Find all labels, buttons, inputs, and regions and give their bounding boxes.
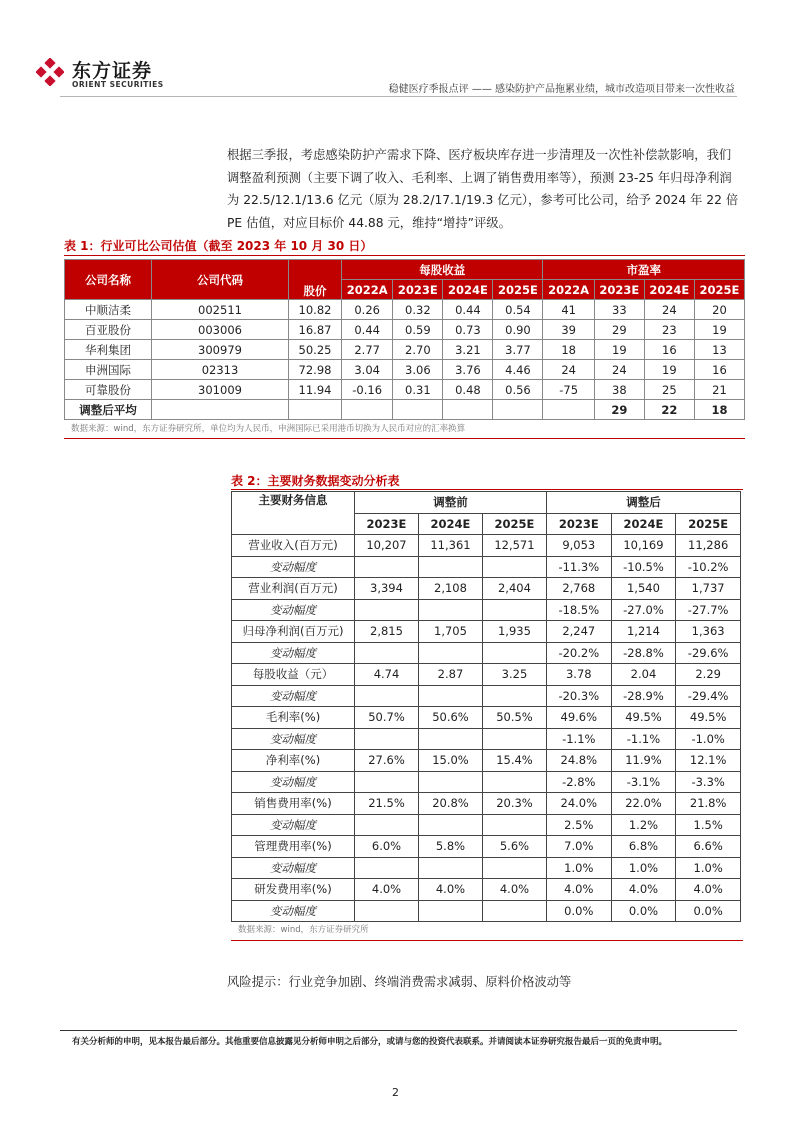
- after-value-cell: 49.5%: [676, 707, 741, 729]
- empty-cell: [418, 685, 482, 707]
- change-value-cell: -10.2%: [676, 556, 741, 578]
- item-cell: 净利率(%): [232, 750, 355, 772]
- year-header: 2025E: [676, 513, 741, 535]
- empty-cell: [418, 642, 482, 664]
- empty-cell: [393, 400, 443, 420]
- year-header: 2024E: [443, 280, 493, 300]
- item-cell: 销售费用率(%): [232, 793, 355, 815]
- financial-change-table: [231, 491, 741, 922]
- empty-cell: [289, 400, 342, 420]
- empty-cell: [418, 857, 482, 879]
- table-row: [232, 793, 741, 815]
- empty-cell: [418, 728, 482, 750]
- after-value-cell: 2,247: [546, 621, 611, 643]
- empty-cell: [418, 814, 482, 836]
- change-value-cell: -28.8%: [611, 642, 676, 664]
- header-divider: [60, 96, 737, 97]
- empty-cell: [355, 857, 419, 879]
- after-value-cell: 10,169: [611, 535, 676, 557]
- pe-cell: 33: [594, 300, 644, 320]
- change-row: [232, 685, 741, 707]
- company-name-cell: 可靠股份: [65, 380, 152, 400]
- before-value-cell: 15.4%: [482, 750, 546, 772]
- pe-cell: 39: [543, 320, 594, 340]
- before-value-cell: 50.6%: [418, 707, 482, 729]
- empty-cell: [493, 400, 543, 420]
- eps-cell: 4.46: [493, 360, 543, 380]
- empty-cell: [482, 556, 546, 578]
- table-row: [232, 707, 741, 729]
- pe-cell: 19: [644, 360, 694, 380]
- intro-paragraph: 根据三季报，考虑感染防护产需求下降、医疗板块库存进一步清理及一次性补偿款影响，我们调整盈利预测（主要下调了收入、毛利率、上调了销售费用率等），预测 23-25 年归母净利润为 22.5/12.1/13.6 亿元（原为 28.2/17.1/19.3 亿元），参考可比公司，给予 2024 年 22 倍 PE 估值，对应目标价 44.88 元，维持“增持”评级。: [227, 148, 739, 230]
- before-value-cell: 50.7%: [355, 707, 419, 729]
- after-value-cell: 2.29: [676, 664, 741, 686]
- eps-cell: 3.77: [493, 340, 543, 360]
- change-row: [232, 642, 741, 664]
- after-value-cell: 2.04: [611, 664, 676, 686]
- change-value-cell: -10.5%: [611, 556, 676, 578]
- table2-caption-rule: [231, 489, 743, 490]
- report-title: 稳健医疗季报点评 —— 感染防护产品拖累业绩，城市改造项目带来一次性收益: [388, 84, 735, 95]
- item-cell: 毛利率(%): [232, 707, 355, 729]
- price-cell: 10.82: [289, 300, 342, 320]
- company-code-cell: 003006: [152, 320, 289, 340]
- change-row: [232, 900, 741, 922]
- empty-cell: [355, 556, 419, 578]
- price-cell: 16.87: [289, 320, 342, 340]
- pe-cell: 25: [644, 380, 694, 400]
- company-code-cell: 301009: [152, 380, 289, 400]
- year-header: 2023E: [594, 280, 644, 300]
- orient-logo-icon: [36, 58, 64, 86]
- before-value-cell: 50.5%: [482, 707, 546, 729]
- year-header: 2024E: [611, 513, 676, 535]
- pe-cell: 24: [543, 360, 594, 380]
- before-value-cell: 27.6%: [355, 750, 419, 772]
- change-value-cell: -20.2%: [546, 642, 611, 664]
- year-header: 2025E: [493, 280, 543, 300]
- table-row: [65, 320, 745, 340]
- change-value-cell: -11.3%: [546, 556, 611, 578]
- empty-cell: [355, 900, 419, 922]
- change-row: [232, 814, 741, 836]
- col-price: 股价: [289, 260, 342, 300]
- company-name-cell: 中顺洁柔: [65, 300, 152, 320]
- before-value-cell: 20.8%: [418, 793, 482, 815]
- before-value-cell: 21.5%: [355, 793, 419, 815]
- after-value-cell: 3.78: [546, 664, 611, 686]
- eps-cell: 0.31: [393, 380, 443, 400]
- change-value-cell: 0.0%: [676, 900, 741, 922]
- company-name-cell: 申洲国际: [65, 360, 152, 380]
- before-value-cell: 5.8%: [418, 836, 482, 858]
- year-header: 2024E: [418, 513, 482, 535]
- before-value-cell: 2,815: [355, 621, 419, 643]
- before-value-cell: 1,935: [482, 621, 546, 643]
- table-row: [65, 380, 745, 400]
- empty-cell: [355, 728, 419, 750]
- after-value-cell: 1,540: [611, 578, 676, 600]
- empty-cell: [418, 556, 482, 578]
- after-value-cell: 11.9%: [611, 750, 676, 772]
- before-value-cell: 11,361: [418, 535, 482, 557]
- change-label-cell: 变动幅度: [232, 556, 355, 578]
- eps-cell: 0.59: [393, 320, 443, 340]
- eps-cell: 0.44: [342, 320, 393, 340]
- change-value-cell: 1.0%: [676, 857, 741, 879]
- eps-cell: -0.16: [342, 380, 393, 400]
- change-row: [232, 728, 741, 750]
- before-value-cell: 2,404: [482, 578, 546, 600]
- before-value-cell: 1,705: [418, 621, 482, 643]
- table-row: [232, 836, 741, 858]
- eps-cell: 3.06: [393, 360, 443, 380]
- before-value-cell: 3.25: [482, 664, 546, 686]
- table-row: [65, 300, 745, 320]
- year-header: 2025E: [694, 280, 744, 300]
- company-name-cell: 华利集团: [65, 340, 152, 360]
- change-value-cell: 1.0%: [546, 857, 611, 879]
- before-value-cell: 4.0%: [418, 879, 482, 901]
- table-row: [232, 879, 741, 901]
- pe-cell: 38: [594, 380, 644, 400]
- item-cell: 每股收益（元）: [232, 664, 355, 686]
- change-value-cell: 1.0%: [611, 857, 676, 879]
- table-row: [65, 360, 745, 380]
- pe-cell: 24: [594, 360, 644, 380]
- table-row: [232, 535, 741, 557]
- before-value-cell: 12,571: [482, 535, 546, 557]
- empty-cell: [355, 599, 419, 621]
- table-row: [232, 750, 741, 772]
- change-value-cell: -3.3%: [676, 771, 741, 793]
- eps-cell: 2.70: [393, 340, 443, 360]
- pe-cell: 18: [543, 340, 594, 360]
- eps-cell: 3.21: [443, 340, 493, 360]
- empty-cell: [418, 900, 482, 922]
- pe-cell: 19: [594, 340, 644, 360]
- after-value-cell: 1,214: [611, 621, 676, 643]
- change-value-cell: -20.3%: [546, 685, 611, 707]
- after-value-cell: 49.5%: [611, 707, 676, 729]
- change-value-cell: -29.4%: [676, 685, 741, 707]
- change-value-cell: -2.8%: [546, 771, 611, 793]
- year-header: 2023E: [355, 513, 419, 535]
- change-value-cell: 2.5%: [546, 814, 611, 836]
- table-row: [232, 664, 741, 686]
- change-label-cell: 变动幅度: [232, 857, 355, 879]
- after-value-cell: 7.0%: [546, 836, 611, 858]
- risk-notice: 风险提示：行业竞争加剧、终端消费需求减弱、原料价格波动等: [227, 975, 572, 989]
- change-value-cell: -27.7%: [676, 599, 741, 621]
- before-value-cell: 5.6%: [482, 836, 546, 858]
- eps-cell: 3.76: [443, 360, 493, 380]
- page-header: [0, 0, 793, 100]
- change-value-cell: -27.0%: [611, 599, 676, 621]
- pe-cell: 20: [694, 300, 744, 320]
- average-pe-cell: 18: [694, 400, 744, 420]
- after-value-cell: 21.8%: [676, 793, 741, 815]
- after-value-cell: 4.0%: [546, 879, 611, 901]
- change-label-cell: 变动幅度: [232, 771, 355, 793]
- change-row: [232, 771, 741, 793]
- empty-cell: [418, 599, 482, 621]
- pe-cell: -75: [543, 380, 594, 400]
- pe-cell: 29: [594, 320, 644, 340]
- before-value-cell: 4.74: [355, 664, 419, 686]
- item-cell: 管理费用率(%): [232, 836, 355, 858]
- before-value-cell: 20.3%: [482, 793, 546, 815]
- change-row: [232, 599, 741, 621]
- pe-cell: 19: [694, 320, 744, 340]
- brand-name-en: ORIENT SECURITIES: [72, 80, 164, 89]
- col-item: 主要财务信息: [232, 492, 355, 535]
- table1-caption: 表 1：行业可比公司估值（截至 2023 年 10 月 30 日）: [64, 239, 373, 253]
- change-row: [232, 556, 741, 578]
- change-value-cell: 1.2%: [611, 814, 676, 836]
- eps-cell: 0.32: [393, 300, 443, 320]
- company-code-cell: 300979: [152, 340, 289, 360]
- year-header: 2022A: [543, 280, 594, 300]
- after-value-cell: 4.0%: [611, 879, 676, 901]
- item-cell: 研发费用率(%): [232, 879, 355, 901]
- eps-cell: 0.48: [443, 380, 493, 400]
- average-pe-cell: 29: [594, 400, 644, 420]
- empty-cell: [482, 857, 546, 879]
- col-group-eps: 每股收益: [342, 260, 543, 280]
- change-value-cell: -28.9%: [611, 685, 676, 707]
- empty-cell: [443, 400, 493, 420]
- before-value-cell: 4.0%: [482, 879, 546, 901]
- col-company-name: 公司名称: [65, 260, 152, 300]
- company-code-cell: 002511: [152, 300, 289, 320]
- change-label-cell: 变动幅度: [232, 599, 355, 621]
- change-value-cell: -18.5%: [546, 599, 611, 621]
- eps-cell: 0.26: [342, 300, 393, 320]
- after-value-cell: 11,286: [676, 535, 741, 557]
- eps-cell: 0.90: [493, 320, 543, 340]
- empty-cell: [152, 400, 289, 420]
- company-name-cell: 百亚股份: [65, 320, 152, 340]
- after-value-cell: 22.0%: [611, 793, 676, 815]
- company-code-cell: 02313: [152, 360, 289, 380]
- price-cell: 11.94: [289, 380, 342, 400]
- after-value-cell: 6.6%: [676, 836, 741, 858]
- empty-cell: [482, 642, 546, 664]
- change-value-cell: 0.0%: [546, 900, 611, 922]
- col-company-code: 公司代码: [152, 260, 289, 300]
- empty-cell: [342, 400, 393, 420]
- change-value-cell: -3.1%: [611, 771, 676, 793]
- table1-caption-rule: [64, 255, 745, 256]
- table-row: [232, 621, 741, 643]
- price-cell: 50.25: [289, 340, 342, 360]
- col-group-pe: 市盈率: [543, 260, 745, 280]
- before-value-cell: 10,207: [355, 535, 419, 557]
- empty-cell: [355, 771, 419, 793]
- table-row: [65, 340, 745, 360]
- change-row: [232, 857, 741, 879]
- empty-cell: [355, 685, 419, 707]
- after-value-cell: 24.0%: [546, 793, 611, 815]
- empty-cell: [482, 728, 546, 750]
- eps-cell: 3.04: [342, 360, 393, 380]
- empty-cell: [482, 771, 546, 793]
- empty-cell: [355, 814, 419, 836]
- pe-cell: 13: [694, 340, 744, 360]
- table2-bottom-rule: [231, 940, 743, 941]
- change-label-cell: 变动幅度: [232, 814, 355, 836]
- before-value-cell: 4.0%: [355, 879, 419, 901]
- pe-cell: 16: [694, 360, 744, 380]
- footer-divider: [60, 1030, 737, 1031]
- before-value-cell: 2,108: [418, 578, 482, 600]
- eps-cell: 0.54: [493, 300, 543, 320]
- price-cell: 72.98: [289, 360, 342, 380]
- after-value-cell: 1,363: [676, 621, 741, 643]
- year-header: 2023E: [546, 513, 611, 535]
- pe-cell: 41: [543, 300, 594, 320]
- year-header: 2023E: [393, 280, 443, 300]
- pe-cell: 16: [644, 340, 694, 360]
- average-label-cell: 调整后平均: [65, 400, 152, 420]
- change-value-cell: 1.5%: [676, 814, 741, 836]
- after-value-cell: 6.8%: [611, 836, 676, 858]
- table-row: [232, 578, 741, 600]
- after-value-cell: 9,053: [546, 535, 611, 557]
- item-cell: 营业利润(百万元): [232, 578, 355, 600]
- footer-disclaimer: 有关分析师的申明，见本报告最后部分。其他重要信息披露见分析师申明之后部分，或请与您的投资代表联系。并请阅读本证券研究报告最后一页的免责申明。: [72, 1037, 668, 1047]
- change-label-cell: 变动幅度: [232, 728, 355, 750]
- change-label-cell: 变动幅度: [232, 685, 355, 707]
- item-cell: 归母净利润(百万元): [232, 621, 355, 643]
- table2-source: 数据来源：wind，东方证券研究所: [238, 925, 369, 935]
- table2-caption: 表 2：主要财务数据变动分析表: [231, 474, 400, 488]
- change-label-cell: 变动幅度: [232, 900, 355, 922]
- average-pe-cell: [543, 400, 594, 420]
- eps-cell: 2.77: [342, 340, 393, 360]
- change-value-cell: 0.0%: [611, 900, 676, 922]
- empty-cell: [482, 685, 546, 707]
- before-value-cell: 15.0%: [418, 750, 482, 772]
- pe-cell: 24: [644, 300, 694, 320]
- empty-cell: [482, 900, 546, 922]
- item-cell: 营业收入(百万元): [232, 535, 355, 557]
- before-value-cell: 6.0%: [355, 836, 419, 858]
- empty-cell: [418, 771, 482, 793]
- page-number: 2: [392, 1086, 399, 1099]
- year-header: 2025E: [482, 513, 546, 535]
- pe-cell: 23: [644, 320, 694, 340]
- eps-cell: 0.73: [443, 320, 493, 340]
- change-value-cell: -1.0%: [676, 728, 741, 750]
- empty-cell: [355, 642, 419, 664]
- eps-cell: 0.44: [443, 300, 493, 320]
- change-label-cell: 变动幅度: [232, 642, 355, 664]
- before-value-cell: 3,394: [355, 578, 419, 600]
- col-group-before: 调整前: [355, 492, 547, 514]
- empty-cell: [482, 814, 546, 836]
- year-header: 2022A: [342, 280, 393, 300]
- comparable-valuation-table: [64, 259, 745, 420]
- average-pe-cell: 22: [644, 400, 694, 420]
- after-value-cell: 49.6%: [546, 707, 611, 729]
- empty-cell: [482, 599, 546, 621]
- change-value-cell: -29.6%: [676, 642, 741, 664]
- after-value-cell: 24.8%: [546, 750, 611, 772]
- col-group-after: 调整后: [546, 492, 740, 514]
- pe-cell: 21: [694, 380, 744, 400]
- eps-cell: 0.56: [493, 380, 543, 400]
- after-value-cell: 12.1%: [676, 750, 741, 772]
- after-value-cell: 4.0%: [676, 879, 741, 901]
- change-value-cell: -1.1%: [546, 728, 611, 750]
- after-value-cell: 2,768: [546, 578, 611, 600]
- table1-bottom-rule: [64, 438, 745, 439]
- after-value-cell: 1,737: [676, 578, 741, 600]
- table1-source: 数据来源：wind，东方证券研究所，单位均为人民币，申洲国际已采用港币切换为人民币对应的汇率换算: [71, 424, 466, 434]
- before-value-cell: 2.87: [418, 664, 482, 686]
- change-value-cell: -1.1%: [611, 728, 676, 750]
- brand-name-cn: 东方证券: [72, 60, 153, 82]
- year-header: 2024E: [644, 280, 694, 300]
- average-row: [65, 400, 745, 420]
